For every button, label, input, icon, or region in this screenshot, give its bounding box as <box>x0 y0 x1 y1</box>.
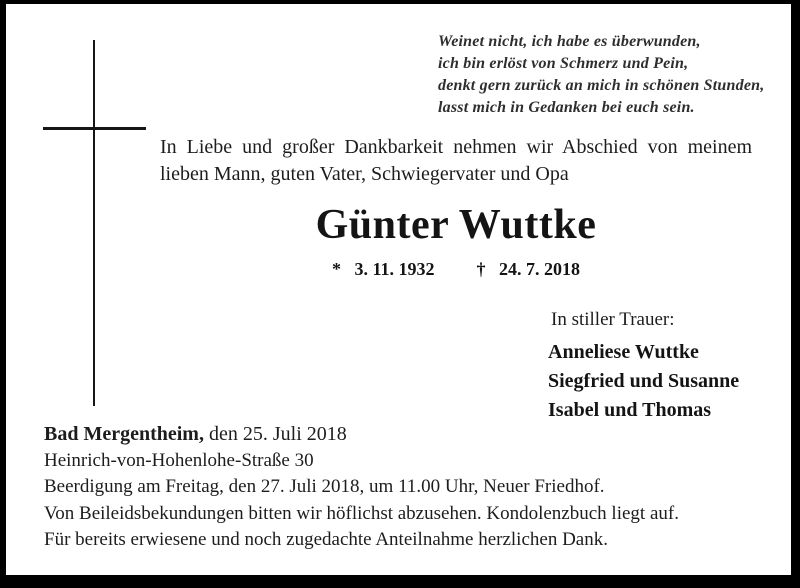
place-date-line <box>44 423 347 446</box>
mourner-name: Isabel und Thomas <box>548 399 712 421</box>
poem-line: ich bin erlöst von Schmerz und Pein, <box>438 55 689 72</box>
poem-line: denkt gern zurück an mich in schönen Stunden, <box>438 77 765 94</box>
poem-line: Weinet nicht, ich habe es überwunden, <box>438 33 701 50</box>
mourners-heading: In stiller Trauer: <box>551 309 675 330</box>
poem-line: lasst mich in Gedanken bei euch sein. <box>438 99 695 116</box>
place-name: Bad Mergentheim, <box>44 423 204 445</box>
cross-horizontal-bar <box>43 127 146 130</box>
deceased-name: Günter Wuttke <box>315 202 597 248</box>
birth-star-symbol: * <box>331 259 341 279</box>
death-date: 24. 7. 2018 <box>499 259 580 279</box>
funeral-info-line: Beerdigung am Freitag, den 27. Juli 2018, um 11.00 Uhr, Neuer Friedhof. <box>44 476 605 497</box>
mourner-name: Anneliese Wuttke <box>548 341 699 363</box>
mourners-names <box>548 338 739 425</box>
notice-date: den 25. Juli 2018 <box>208 423 347 445</box>
memorial-poem <box>438 31 764 119</box>
condolence-line: Von Beileidsbekundungen bitten wir höflichst abzusehen. Kondolenzbuch liegt auf. <box>44 503 679 524</box>
death-date-group <box>477 259 581 280</box>
cross-vertical-bar <box>93 40 95 406</box>
address-line: Heinrich-von-Hohenlohe-Straße 30 <box>44 450 314 471</box>
birth-date-group <box>332 259 435 280</box>
life-dates <box>160 259 752 280</box>
intro-text: In Liebe und großer Dankbarkeit nehmen wir Abschied von meinem lieben Mann, guten Vater, Schwiegervater und Opa <box>160 136 752 185</box>
mourner-name: Siegfried und Susanne <box>548 370 740 392</box>
birth-date: 3. 11. 1932 <box>354 259 435 279</box>
thanks-line: Für bereits erwiesene und noch zugedachte Anteilnahme herzlichen Dank. <box>44 529 608 550</box>
death-dagger-symbol: † <box>476 259 486 279</box>
obituary-page <box>6 4 791 575</box>
